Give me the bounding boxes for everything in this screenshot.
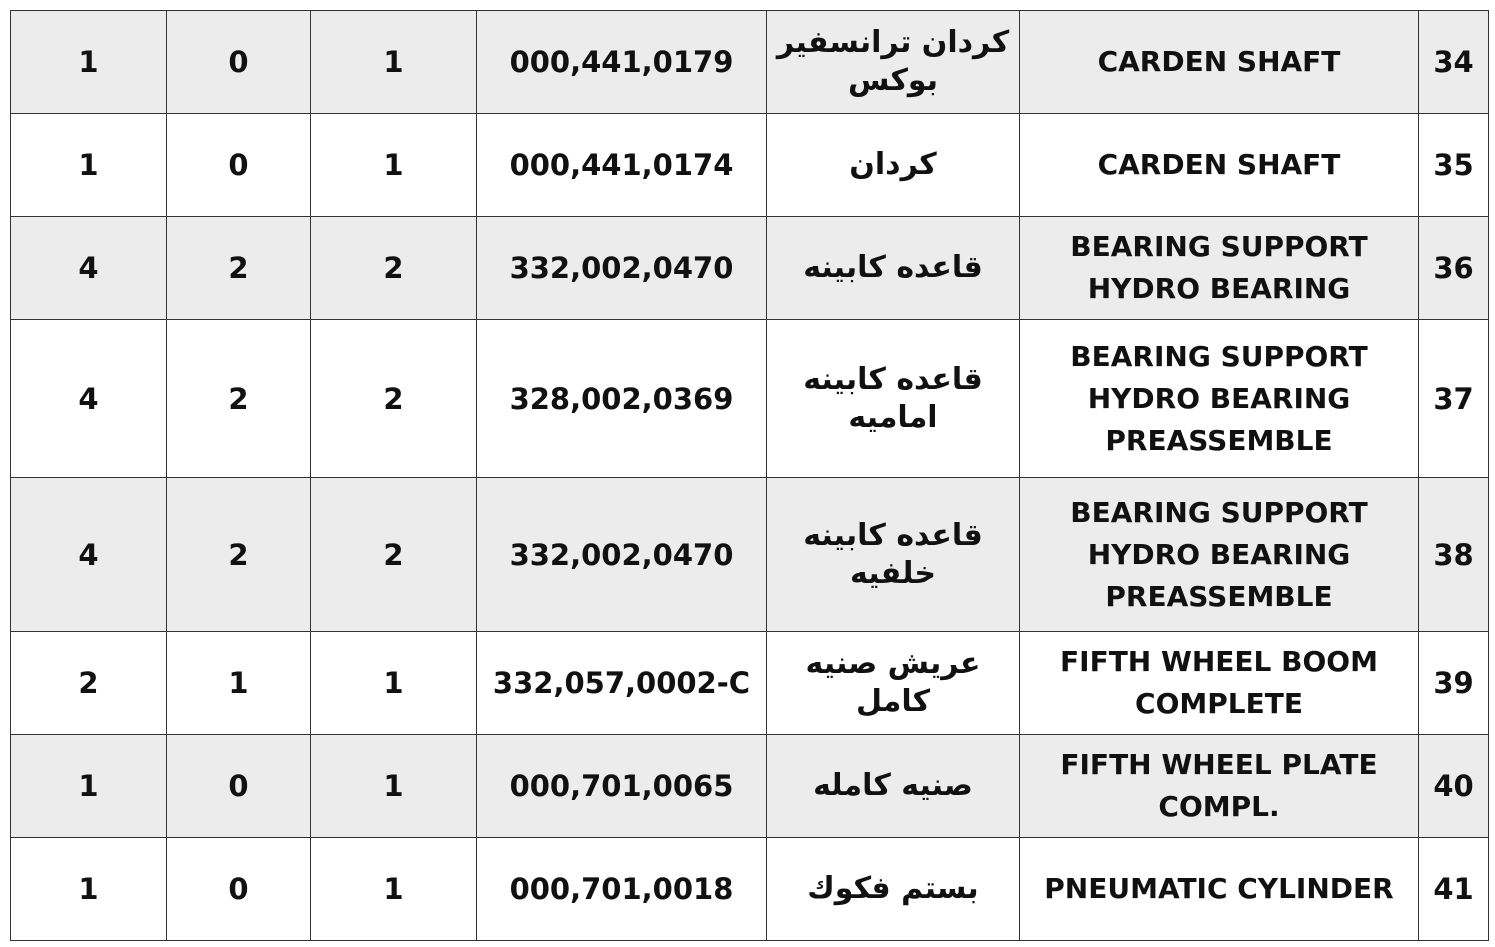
qty-stock-cell: 0 [167, 11, 311, 114]
english-name-cell: FIFTH WHEEL BOOM COMPLETE [1020, 632, 1419, 735]
english-name-cell: BEARING SUPPORT HYDRO BEARING PREASSEMBLE [1020, 478, 1419, 632]
persian-name-cell: بستم فكوك [767, 838, 1020, 941]
qty-total-cell: 4 [11, 478, 167, 632]
part-number-cell: 000,441,0179 [477, 11, 767, 114]
row-number-cell: 35 [1419, 114, 1489, 217]
qty-stock-cell: 0 [167, 838, 311, 941]
qty-stock-cell: 0 [167, 114, 311, 217]
persian-name-cell: قاعده كابينه خلفيه [767, 478, 1020, 632]
persian-name-cell: عريش صنيه كامل [767, 632, 1020, 735]
row-number-cell: 38 [1419, 478, 1489, 632]
qty-total-cell: 2 [11, 632, 167, 735]
part-number-cell: 332,057,0002-C [477, 632, 767, 735]
qty-total-cell: 4 [11, 320, 167, 478]
english-name-cell: CARDEN SHAFT [1020, 114, 1419, 217]
qty-stock-cell: 2 [167, 320, 311, 478]
persian-name-cell: قاعده كابينه [767, 217, 1020, 320]
english-name-cell: BEARING SUPPORT HYDRO BEARING PREASSEMBLE [1020, 320, 1419, 478]
part-number-cell: 000,701,0065 [477, 735, 767, 838]
qty-unit-cell: 1 [311, 11, 477, 114]
parts-table-wrapper [10, 10, 1489, 941]
qty-stock-cell: 0 [167, 735, 311, 838]
row-number-cell: 36 [1419, 217, 1489, 320]
row-number-cell: 41 [1419, 838, 1489, 941]
table-row [11, 735, 1489, 838]
part-number-cell: 000,441,0174 [477, 114, 767, 217]
row-number-cell: 37 [1419, 320, 1489, 478]
qty-unit-cell: 1 [311, 114, 477, 217]
qty-total-cell: 1 [11, 735, 167, 838]
english-name-cell: FIFTH WHEEL PLATE COMPL. [1020, 735, 1419, 838]
persian-name-cell: كردان [767, 114, 1020, 217]
qty-stock-cell: 2 [167, 478, 311, 632]
qty-total-cell: 4 [11, 217, 167, 320]
table-row [11, 217, 1489, 320]
qty-total-cell: 1 [11, 838, 167, 941]
row-number-cell: 34 [1419, 11, 1489, 114]
row-number-cell: 40 [1419, 735, 1489, 838]
part-number-cell: 000,701,0018 [477, 838, 767, 941]
persian-name-cell: صنيه كامله [767, 735, 1020, 838]
qty-unit-cell: 2 [311, 478, 477, 632]
qty-unit-cell: 1 [311, 632, 477, 735]
table-row [11, 478, 1489, 632]
english-name-cell: CARDEN SHAFT [1020, 11, 1419, 114]
english-name-cell: PNEUMATIC CYLINDER [1020, 838, 1419, 941]
qty-stock-cell: 1 [167, 632, 311, 735]
qty-total-cell: 1 [11, 11, 167, 114]
table-row [11, 320, 1489, 478]
qty-unit-cell: 2 [311, 320, 477, 478]
qty-stock-cell: 2 [167, 217, 311, 320]
persian-name-cell: قاعده كابينه اماميه [767, 320, 1020, 478]
persian-name-cell: كردان ترانسفير بوكس [767, 11, 1020, 114]
english-name-cell: BEARING SUPPORT HYDRO BEARING [1020, 217, 1419, 320]
qty-unit-cell: 1 [311, 838, 477, 941]
table-row [11, 632, 1489, 735]
qty-unit-cell: 2 [311, 217, 477, 320]
row-number-cell: 39 [1419, 632, 1489, 735]
table-row [11, 11, 1489, 114]
table-row [11, 114, 1489, 217]
part-number-cell: 332,002,0470 [477, 478, 767, 632]
table-row [11, 838, 1489, 941]
part-number-cell: 332,002,0470 [477, 217, 767, 320]
qty-unit-cell: 1 [311, 735, 477, 838]
qty-total-cell: 1 [11, 114, 167, 217]
part-number-cell: 328,002,0369 [477, 320, 767, 478]
parts-table [10, 10, 1489, 941]
